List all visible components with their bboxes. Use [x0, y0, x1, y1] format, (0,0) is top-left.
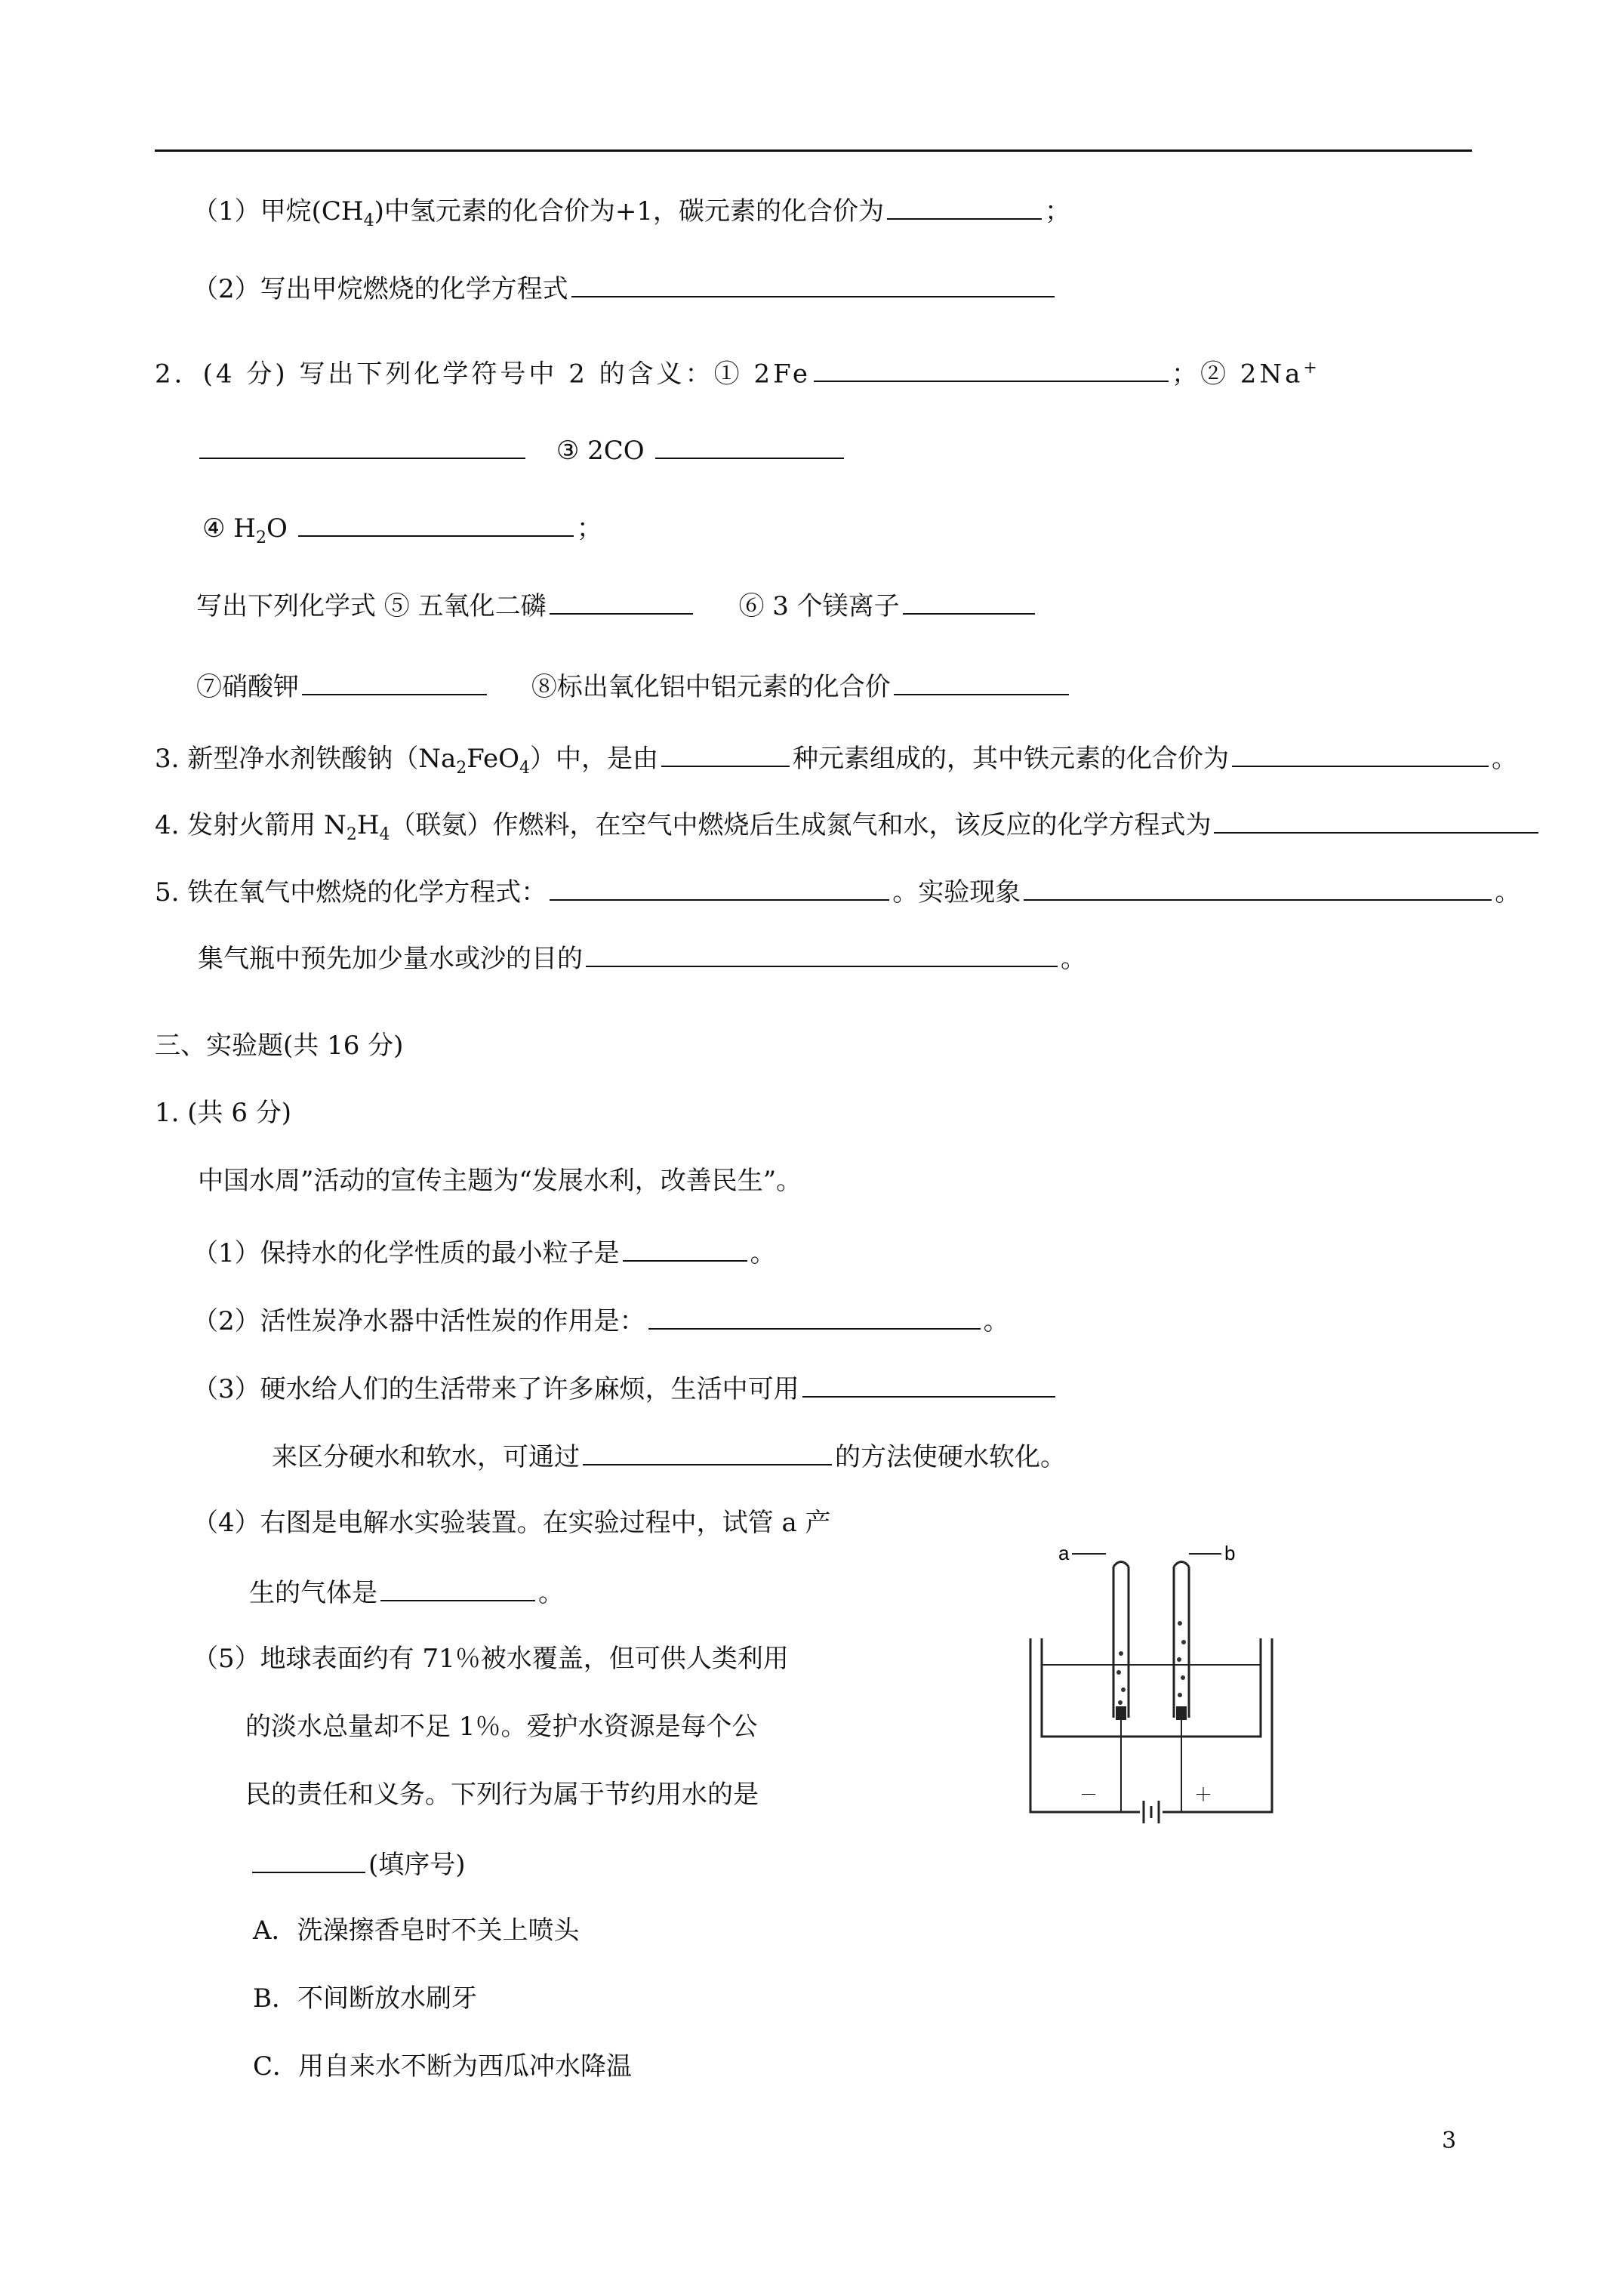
q2-line2: ③ 2CO: [196, 432, 847, 467]
exp1-p3b: 来区分硬水和软水，可通过 的方法使硬水软化。: [272, 1438, 1066, 1474]
answer-blank[interactable]: [380, 1574, 535, 1601]
exp1-p5b: 的淡水总量却不足 1％。爱护水资源是每个公: [245, 1712, 758, 1742]
answer-blank[interactable]: [648, 1302, 981, 1330]
answer-blank[interactable]: [1024, 874, 1492, 901]
answer-blank[interactable]: [550, 874, 889, 901]
electrode-b: [1176, 1706, 1187, 1720]
answer-blank[interactable]: [894, 668, 1069, 695]
answer-blank[interactable]: [199, 432, 525, 459]
q1-part1: （1）甲烷$(CH_4)$中氢元素的化合价为+1，碳元素的化合价为 ；: [192, 193, 1070, 238]
answer-blank[interactable]: [903, 587, 1035, 615]
tube-a-label: a: [1058, 1542, 1070, 1564]
exp1-heading: 1. (共 6 分): [155, 1098, 292, 1128]
page-number: 3: [1442, 2128, 1457, 2154]
water-trough: [1042, 1638, 1261, 1737]
option-c: C．用自来水不断为西瓜冲水降温: [253, 2051, 633, 2082]
answer-blank[interactable]: [586, 940, 1058, 967]
q2-line3: ④ $H_2O$ ；: [202, 510, 602, 555]
q5-line2: 集气瓶中预先加少量水或沙的目的 。: [198, 940, 1086, 975]
answer-blank[interactable]: [887, 193, 1042, 220]
answer-blank[interactable]: [1232, 740, 1489, 767]
q2-line5: ⑦硝酸钾 ⑧标出氧化铝中铝元素的化合价: [196, 668, 1072, 704]
answer-blank[interactable]: [623, 1234, 747, 1262]
exp1-p5c: 民的责任和义务。下列行为属于节约用水的是: [245, 1780, 759, 1810]
exp1-p4: （4）右图是电解水实验装置。在实验过程中，试管 a 产: [192, 1508, 831, 1538]
answer-blank[interactable]: [252, 1846, 365, 1873]
option-b: B．不间断放水刷牙: [253, 1983, 477, 2014]
answer-blank[interactable]: [661, 740, 790, 767]
answer-blank[interactable]: [302, 668, 487, 695]
exp1-theme: 中国水周”活动的宣传主题为“发展水利，改善民生”。: [198, 1166, 802, 1196]
test-tube-a: [1113, 1562, 1129, 1718]
electrode-a: [1116, 1706, 1126, 1720]
q1-part2: （2）写出甲烷燃烧的化学方程式: [192, 270, 1058, 306]
section-3-heading: 三、实验题(共 16 分): [155, 1031, 404, 1061]
q3-line: 3. 新型净水剂铁酸钠$(Na_2FeO_4)$中，是由 种元素组成的，其中铁元素的化合价为 。: [155, 740, 1517, 785]
q4-line: 4. 发射火箭用 $N_2H_4$（联氨）作燃料，在空气中燃烧后生成氮气和水，该反应的化学方程式为: [155, 806, 1541, 852]
electrolysis-apparatus-figure: [1019, 1540, 1283, 1835]
q2-line1: 2．(4 分) 写出下列化学符号中 2 的含义：① 2Fe ；② 2Na+: [155, 352, 1320, 390]
header-rule: [155, 149, 1472, 152]
answer-blank[interactable]: [583, 1438, 832, 1465]
q5-line1: 5. 铁在氧气中燃烧的化学方程式： 。实验现象 。: [155, 874, 1520, 909]
answer-blank[interactable]: [550, 587, 693, 615]
answer-blank[interactable]: [298, 510, 574, 537]
option-a: A．洗澡擦香皂时不关上喷头: [253, 1915, 580, 1946]
exp1-p2: （2）活性炭净水器中活性炭的作用是： 。: [192, 1302, 1009, 1338]
exp1-p5d: (填序号): [249, 1846, 466, 1881]
answer-blank[interactable]: [802, 1370, 1055, 1398]
exp1-p4b: 生的气体是 。: [249, 1574, 564, 1610]
answer-blank[interactable]: [1214, 806, 1538, 834]
plus-sign: ＋: [1194, 1785, 1212, 1805]
minus-sign: －: [1079, 1785, 1098, 1805]
exp1-p5: （5）地球表面约有 71％被水覆盖，但可供人类利用: [192, 1644, 789, 1674]
answer-blank[interactable]: [814, 355, 1169, 382]
tube-b-label: b: [1224, 1542, 1236, 1564]
exp1-p1: （1）保持水的化学性质的最小粒子是 。: [192, 1234, 776, 1270]
q2-line4: 写出下列化学式 ⑤ 五氧化二磷 ⑥ 3 个镁离子: [196, 587, 1038, 623]
answer-blank[interactable]: [571, 270, 1055, 297]
exp1-p3: （3）硬水给人们的生活带来了许多麻烦，生活中可用: [192, 1370, 1058, 1406]
answer-blank[interactable]: [655, 432, 844, 459]
